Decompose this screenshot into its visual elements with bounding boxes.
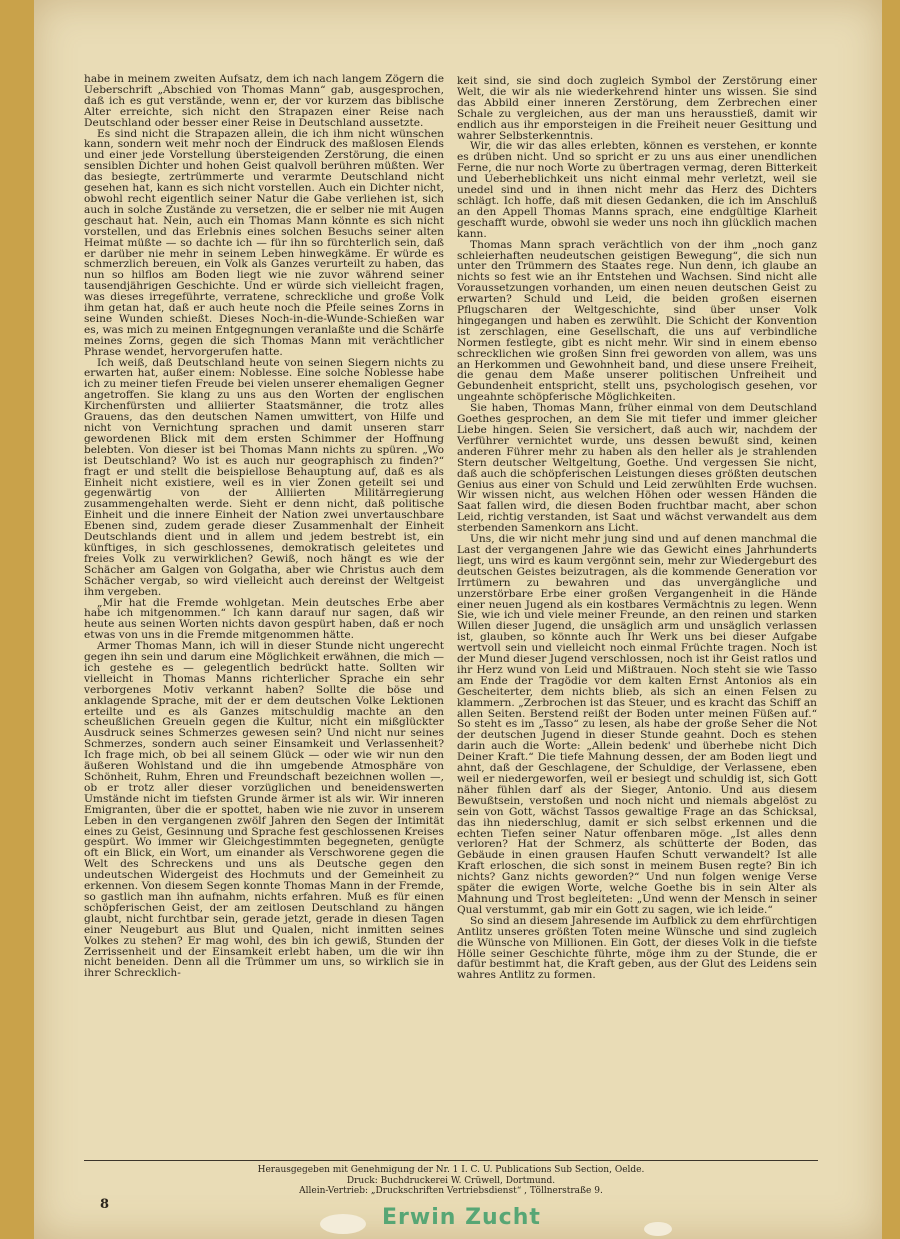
paragraph: So sind an diesem Jahresende im Aufblick zu dem ehrfürchtigen Antlitz unseres größten Toten meine Wünsche und sind zugleich die Wünsche von Millionen. Ein Gott, der dieses Volk in die tiefste Hölle seiner Geschichte führte, möge ihm zu der Stunde, die er dafür bestimmt hat, die Kraft geben, aus der Glut des Leidens sein wahres Antlitz zu formen. <box>457 914 817 982</box>
article-column-right <box>457 76 817 981</box>
paragraph: Ich weiß, daß Deutschland heute von seinen Siegern nichts zu erwarten hat, außer einem: Noblesse. Eine solche Noblesse habe ich zu meiner tiefen Freude bei vielen unserer ehemaligen Gegner angetroffen. Sie klang zu uns aus den Worten der englischen Kirchenfürsten und alliierter Staatsmänner, die trotz alles Grauens, das den deutschen Namen umwittert, von Hilfe und nicht von Vernichtung sprachen und damit unseren starr gewordenen Blick mit dem ersten Schimmer der Hoffnung belebten. Von dieser ist bei Thomas Mann nichts zu spüren. „Wo ist Deutschland? Wo ist es auch nur geographisch zu finden?“ fragt er und stellt die beispiellose Behauptung auf, daß es als Einheit nicht existiere, weil es in vier Zonen geteilt sei und gegenwärtig von der Alliierten Militärregierung zusammengehalten werde. Sieht er denn nicht, daß politische Einheit und die innere Einheit der Nation zwei unvertauschbare Ebenen sind, zudem gerade dieser Zusammenhalt der Einheit Deutschlands dient und in allem und jedem bestrebt ist, ein künftiges, in sich geschlossenes, demokratisch geleitetes und freies Volk zu verwirklichen? Gewiß, noch hängt es wie der Schächer am Galgen von Golgatha, aber wie Christus auch dem Schächer vergab, so wird vielleicht auch dereinst der Weltgeist ihm vergeben. <box>84 356 444 598</box>
owner-stamp: Erwin Zucht <box>382 1205 541 1230</box>
imprint-printer: Druck: Buchdruckerei W. Crüwell, Dortmund. <box>346 1175 556 1186</box>
imprint <box>84 1165 818 1197</box>
paper-tear <box>644 1222 672 1236</box>
footer-divider <box>84 1160 818 1161</box>
imprint-publisher: Herausgegeben mit Genehmigung der Nr. 1 I. C. U. Publications Sub Section, Oelde. <box>257 1165 645 1175</box>
paragraph: Armer Thomas Mann, ich will in dieser Stunde nicht ungerecht gegen ihn sein und darum eine Möglichkeit erwähnen, die mich — ich gestehe es — gelegentlich bedrückt hatte. Sollten wir vielleicht in Thomas Manns richterlicher Sprache ein sehr verborgenes Motiv verkannt haben? Sollte die böse und anklagende Sprache, mit der er dem deutschen Volke Lektionen erteilte und es als Ganzes mitschuldig machte an den scheußlichen Greueln gegen die Kultur, nicht ein mißglückter Ausdruck seines Schmerzes gewesen sein? Und nicht nur seines Schmerzes, sondern auch seiner Einsamkeit und Verlassenheit? Ich frage mich, ob bei all seinem Glück — oder wie wir nun den äußeren Wohlstand und die ihn umgebende Atmosphäre von Schönheit, Ruhm, Ehren und Freundschaft bezeichnen wollen —, ob er trotz aller dieser vorzüglichen und beneidenswerten Umstände nicht im tiefsten Grunde ärmer ist als wir. Wir inneren Emigranten, über die er spottet, haben wie nie zuvor in unserem Leben in den vergangenen zwölf Jahren den Segen der Intimität eines zu Geist, Gesinnung und Sprache fest geschlossenen Kreises gespürt. Wo immer wir Gleichgestimmten begegneten, genügte oft ein Blick, ein Wort, um einander als Verschworene gegen die Welt des Schreckens und uns als Deutsche gegen den undeutschen Widergeist des Hochmuts und der Gemeinheit zu erkennen. Von diesem Segen konnte Thomas Mann in der Fremde, so gastlich man ihn aufnahm, nichts erfahren. Muß es für einen schöpferischen Geist, der am zeitlosen Deutschland zu hängen glaubt, nicht furchtbar sein, gerade jetzt, gerade in diesen Tagen einer Neugeburt aus Blut und Qualen, nicht inmitten seines Volkes zu stehen? Er mag wohl, des bin ich gewiß, Stunden der Zerrissenheit und der Einsamkeit erlebt haben, um die wir ihn nicht beneiden. Denn all die Trümmer um uns, so wirklich sie in ihrer Schrecklich- <box>84 640 444 980</box>
paragraph: Uns, die wir nicht mehr jung sind und auf denen manchmal die Last der vergangenen Jahre wie das Gewicht eines Jahrhunderts liegt, uns wird es kaum vergönnt sein, mehr zur Wiedergeburt des deutschen Geistes beizutragen, als die kommende Generation vor Irrtümern zu bewahren und das unvergängliche und unzerstörbare Erbe einer großen Vergangenheit in die Hände einer neuen Jugend als ein kostbares Vermächtnis zu legen. Wenn Sie, wie ich und viele meiner Freunde, an den reinen und starken Willen dieser Jugend, die unsäglich arm und unsäglich verlassen ist, glauben, so könnte auch Ihr Werk uns bei dieser Aufgabe wertvoll sein und vielleicht noch einmal Früchte tragen. Noch ist der Mund dieser Jugend verschlossen, noch ist ihr Geist ratlos und ihr Herz wund von Leid und Mißtrauen. Noch steht sie wie Tasso am Ende der Tragödie vor dem kalten Ernst Antonios als ein Gescheiterter, dem nichts blieb, als sich an einen Felsen zu klammern. „Zerbrochen ist das Steuer, und es kracht das Schiff an allen Seiten. Berstend reißt der Boden unter meinen Füßen auf.“ So steht es im „Tasso“ zu lesen, als habe der große Seher die Not der deutschen Jugend in dieser Stunde geahnt. Doch es stehen darin auch die Worte: „Allein bedenk' und überhebe nicht Dich Deiner Kraft.“ Die tiefe Mahnung dessen, der am Boden liegt und ahnt, daß der Geschlagene, der Schuldige, der Verlassene, eben weil er niedergeworfen, weil er besiegt und schuldig ist, sich Gott näher fühlen darf als der Sieger, Antonio. Und aus diesem Bewußtsein, verstoßen und noch nicht und niemals abgelöst zu sein von Gott, wächst Tassos gewaltige Frage an das Schicksal, das ihn niederschlug, damit er sich selbst erkennen und die echten Tiefen seiner Natur offenbaren möge. „Ist alles denn verloren? Hat der Schmerz, als schütterte der Boden, das Gebäude in einen grausen Haufen Schutt verwandelt? Ist alle Kraft erloschen, die sich sonst in meinem Busen regte? Bin ich nichts? Ganz nichts geworden?“ Und nun folgen wenige Verse später die ewigen Worte, welche Goethe bis in sein Alter als Mahnung und Trost begleiteten: „Und wenn der Mensch in seiner Qual verstummt, gab mir ein Gott zu sagen, wie ich leide.“ <box>457 533 818 916</box>
page-number: 8 <box>100 1197 110 1212</box>
paragraph: „Mir hat die Fremde wohlgetan. Mein deutsches Erbe aber habe ich mitgenommen.“ Ich kann darauf nur sagen, daß wir heute aus seinen Worten nichts davon gespürt haben, daß er noch etwas von uns in die Fremde mitgenommen hätte. <box>84 596 444 642</box>
paragraph: Wir, die wir das alles erlebten, können es verstehen, er konnte es drüben nicht. Und so spricht er zu uns aus einer unendlichen Ferne, die nur noch Worte zu übertragen vermag, deren Bitterkeit und Ueberheblichkeit uns nicht einmal mehr verletzt, weil sie unedel sind und in ihnen nicht mehr das Herz des Dichters schlägt. Ich hoffe, daß mit diesen Gedanken, die ich im Anschluß an den Appell Thomas Manns sprach, eine endgültige Klarheit geschafft wurde, obwohl sie weder uns noch ihn glücklich machen kann. <box>457 140 817 240</box>
paper-tear <box>320 1214 366 1234</box>
article-column-left <box>84 74 444 979</box>
imprint-distribution: Allein-Vertrieb: „Druckschriften Vertriebsdienst“ , Töllnerstraße 9. <box>299 1186 603 1196</box>
paragraph: Es sind nicht die Strapazen allein, die ich ihm nicht wünschen kann, sondern weit mehr noch der Eindruck des maßlosen Elends und einer jede Vorstellung übersteigenden Zerstörung, die einen sensiblen Dichter und hohen Geist qualvoll berühren müßten. Wer das besiegte, zertrümmerte und verarmte Deutschland nicht gesehen hat, kann es sich nicht vorstellen. Auch ein Dichter nicht, obwohl recht eigentlich seiner Natur die Gabe verliehen ist, sich auch in solche Zustände zu versetzen, die er selber nie mit Augen geschaut hat. Nein, auch ein Thomas Mann könnte es sich nicht vorstellen, und das Erlebnis eines solchen Besuchs seiner alten Heimat müßte — so dachte ich — für ihn so fürchterlich sein, daß er darüber nie mehr in seinem Leben hinwegkäme. Er würde es schmerzlich bereuen, ein Volk als Ganzes verurteilt zu haben, das nun so hilflos am Boden liegt wie nie zuvor während seiner tausendjährigen Geschichte. Und er würde sich vielleicht fragen, was dieses irregeführte, verratene, schreckliche und große Volk ihm getan hat, daß er auch heute noch die Pfeile seines Zorns in seine Wunden schießt. Dieses Noch-in-die-Wunde-Schießen war es, was mich zu meinen Entgegnungen veranlaßte und die Schärfe meines Zorns, gegen die sich Thomas Mann mit verächtlicher Phrase wendet, hervorgerufen hatte. <box>84 127 444 358</box>
paragraph: Sie haben, Thomas Mann, früher einmal von dem Deutschland Goethes gesprochen, an dem Sie mit tiefer und immer gleicher Liebe hingen. Seien Sie versichert, daß auch wir, nachdem der Verführer vernichtet wurde, uns dessen bewußt sind, keinen anderen Führer mehr zu haben als den heller als je strahlenden Stern deutscher Weltgeltung, Goethe. Und vergessen Sie nicht, daß auch die schöpferischen Leistungen dieses größten deutschen Genius aus einer von Schuld und Leid zerwühlten Erde wuchsen. Wir wissen nicht, aus welchen Höhen oder wessen Händen die Saat fallen wird, die diesen Boden fruchtbar macht, aber schon Leid, richtig verstanden, ist Saat und wächst verwandelt aus dem sterbenden Samenkorn ans Licht. <box>457 402 817 535</box>
paragraph: habe in meinem zweiten Aufsatz, dem ich nach langem Zögern die Ueberschrift „Abschied von Thomas Mann“ gab, ausgesprochen, daß ich es gut verstände, wenn er, der vor kurzem das biblische Alter erreichte, sich nicht den Strapazen einer Reise nach Deutschland oder besser einer Reise in Deutschland aussetzte. <box>84 73 444 129</box>
paragraph: keit sind, sie sind doch zugleich Symbol der Zerstörung einer Welt, die wir als nie wiederkehrend hinter uns wissen. Sie sind das Abbild einer inneren Zerstörung, dem Zerbrechen einer Schale zu vergleichen, aus der man uns herausstieß, damit wir endlich aus ihr emporsteigen in die Freiheit neuer Gesittung und wahrer Selbsterkenntnis. <box>457 75 817 142</box>
paragraph: Thomas Mann sprach verächtlich von der ihm „noch ganz schleierhaften neudeutschen geistigen Bewegung“, die sich nun unter den Trümmern des Staates rege. Nun denn, ich glaube an nichts so fest wie an ihr Entstehen und Wachsen. Sind nicht alle Voraussetzungen vorhanden, um einen neuen deutschen Geist zu erwarten? Schuld und Leid, die beiden großen eisernen Pflugscharen der Weltgeschichte, sind über unser Volk hingegangen und haben es zerwühlt. Die Schicht der Konvention ist zerschlagen, eine Gesellschaft, die uns auf verbindliche Normen festlegte, gibt es nicht mehr. Wir sind in einem ebenso schrecklichen wie großen Sinn frei geworden von allem, was uns an Herkommen und Gewohnheit band, und diese unsere Freiheit, die genau dem Maße unserer politischen Unfreiheit und Gebundenheit entspricht, stellt uns, psychologisch gesehen, vor ungeahnte schöpferische Möglichkeiten. <box>457 238 817 404</box>
